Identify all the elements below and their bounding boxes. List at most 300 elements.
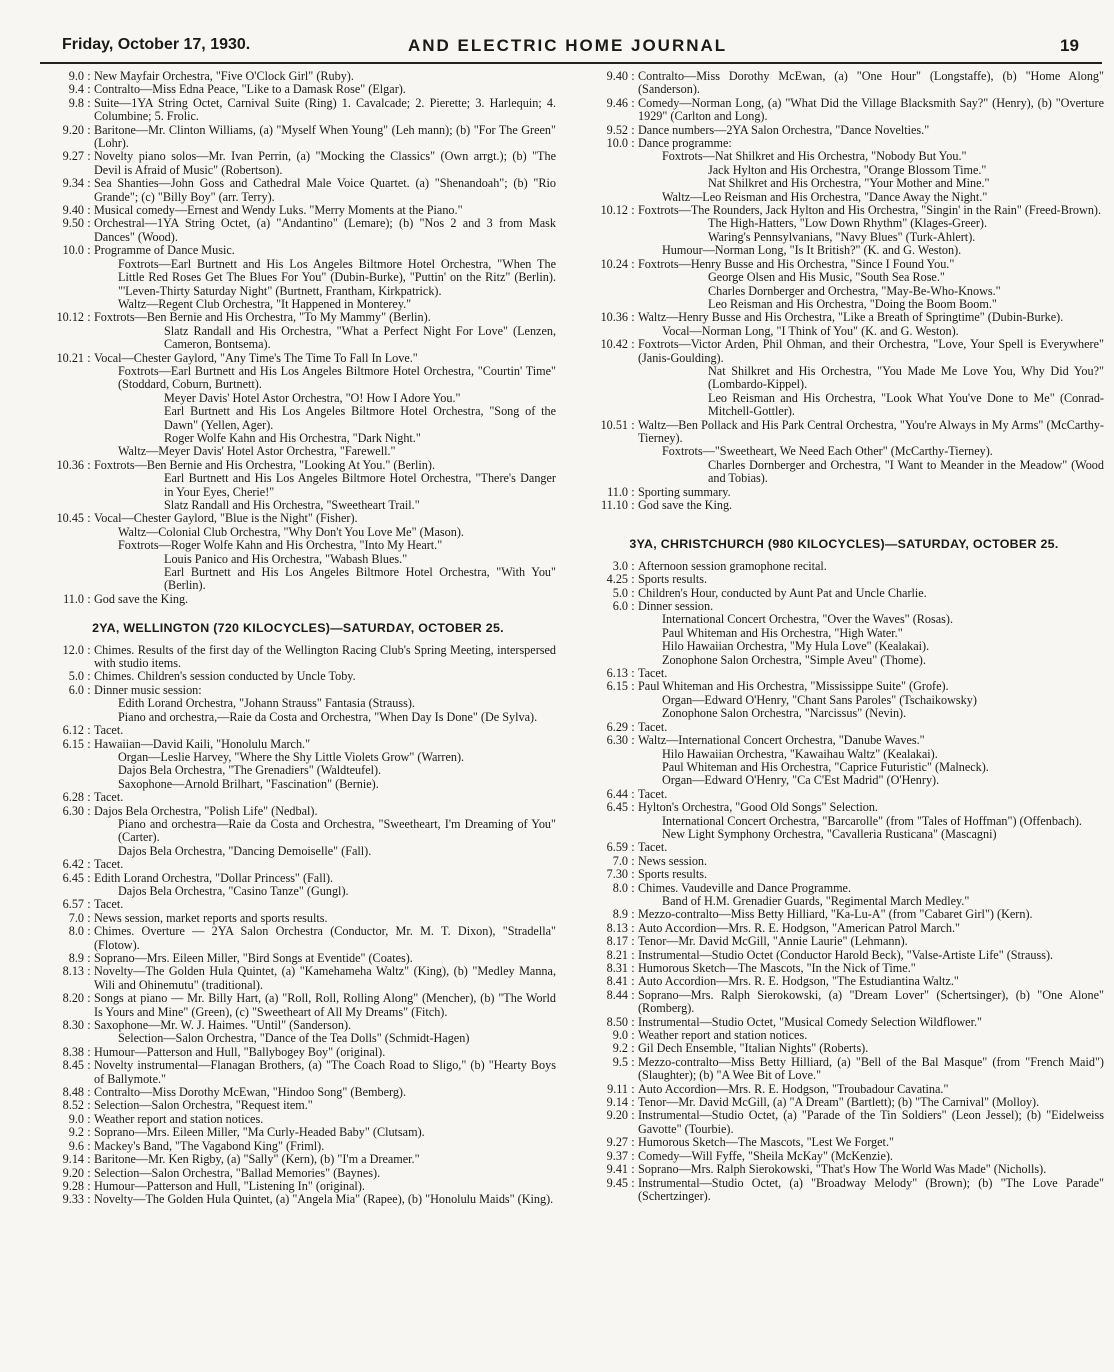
- entry-text: Organ—Edward O'Henry, "Chant Sans Paroles" (Tschaikowsky): [662, 692, 977, 707]
- entry-text: Saxophone—Arnold Brilhart, "Fascination" (Bernie).: [118, 776, 379, 791]
- entry-text: Dinner session.: [638, 599, 714, 614]
- right-column: [584, 70, 1104, 1203]
- entry-time: 7.0: [68, 910, 84, 925]
- entry-colon: :: [87, 1085, 91, 1100]
- entry-text: Instrumental—Studio Octet, (a) "Broadway Melody" (Brown); (b) "The Love Parade" (Schertzinger).: [638, 1175, 1104, 1203]
- entry-time: 8.17: [606, 934, 628, 949]
- entry-colon: :: [87, 682, 91, 697]
- entry-colon: :: [87, 69, 91, 83]
- entry-text: Foxtrots—Earl Burtnett and His Los Angeles Biltmore Hotel Orchestra, "Courtin' Time" (Stoddard, Coburn, Burtnett).: [118, 363, 556, 392]
- programme-entry: [584, 1163, 1104, 1176]
- entry-colon: :: [631, 880, 635, 895]
- entry-time: 9.20: [62, 122, 84, 137]
- entry-colon: :: [631, 1108, 635, 1123]
- programme-entry: [584, 667, 1104, 680]
- entry-time: 8.38: [62, 1044, 84, 1059]
- entry-text: Waltz—Leo Reisman and His Orchestra, "Dance Away the Night.": [662, 189, 988, 204]
- programme-entry: [584, 600, 1104, 613]
- entry-text: Weather report and station notices.: [94, 1111, 264, 1126]
- entry-text: Foxtrots—Victor Arden, Phil Ohman, and their Orchestra, "Love, Your Spell is Everywhere" (Janis-Goulding).: [638, 337, 1104, 365]
- entry-colon: :: [631, 947, 635, 962]
- entry-colon: :: [631, 310, 635, 325]
- entry-colon: :: [87, 1138, 91, 1153]
- entry-time: 8.48: [62, 1085, 84, 1100]
- entry-text: Soprano—Mrs. Ralph Sierokowski, (a) "Dream Lover" (Schertsinger), (b) "One Alone" (Romberg).: [638, 987, 1104, 1016]
- entry-colon: :: [87, 310, 91, 325]
- programme-entry: [584, 882, 1104, 895]
- programme-entry: [40, 83, 556, 96]
- entry-text: Foxtrots—The Rounders, Jack Hylton and His Orchestra, "Singin' in the Rain" (Freed-Brown).: [638, 203, 1102, 218]
- entry-text: Foxtrots—Nat Shilkret and His Orchestra, "Nobody But You.": [662, 149, 967, 164]
- entry-text: Tacet.: [94, 897, 124, 912]
- programme-entry: [584, 721, 1104, 734]
- programme-entry: [40, 1059, 556, 1086]
- entry-time: 9.52: [606, 122, 628, 137]
- entry-text: Waltz—International Concert Orchestra, "Danube Waves.": [638, 733, 925, 748]
- entry-text: Leo Reisman and His Orchestra, "Doing the Boom Boom.": [708, 296, 997, 311]
- entry-time: 10.24: [600, 256, 628, 271]
- entry-colon: :: [87, 1192, 91, 1207]
- entry-time: 9.20: [606, 1108, 628, 1123]
- entry-text: Mezzo-contralto—Miss Betty Hilliard, "Ka-Lu-A" (from "Cabaret Girl") (Kern).: [638, 907, 1033, 922]
- entry-text: Tacet.: [94, 857, 124, 872]
- programme-entry: [40, 244, 556, 257]
- entry-text: Foxtrots—"Sweetheart, We Need Each Other" (McCarthy-Tierney).: [662, 444, 993, 459]
- entry-text: Children's Hour, conducted by Aunt Pat and Uncle Charlie.: [638, 585, 927, 600]
- entry-text: Paul Whiteman and His Orchestra, "Caprice Futuristic" (Malneck).: [662, 759, 989, 774]
- entry-time: 6.15: [62, 736, 84, 751]
- programme-entry: [584, 1056, 1104, 1083]
- entry-text: Comedy—Will Fyffe, "Sheila McKay" (McKenzie).: [638, 1148, 893, 1163]
- programme-entry: [40, 258, 556, 298]
- entry-time: 10.0: [62, 243, 84, 258]
- entry-text: Organ—Edward O'Henry, "Ca C'Est Madrid" (O'Henry).: [662, 773, 940, 788]
- programme-entry: [584, 137, 1104, 150]
- entry-time: 9.14: [606, 1095, 628, 1110]
- programme-entry: [40, 150, 556, 177]
- entry-text: Mackey's Band, "The Vagabond King" (Friml).: [94, 1138, 325, 1153]
- entry-colon: :: [87, 457, 91, 472]
- entry-text: Hylton's Orchestra, "Good Old Songs" Selection.: [638, 800, 878, 815]
- programme-entry: [40, 459, 556, 472]
- entry-text: Sporting summary.: [638, 484, 731, 499]
- entry-time: 9.40: [606, 69, 628, 83]
- entry-text: Tacet.: [94, 790, 124, 805]
- programme-entry: [40, 912, 556, 925]
- entry-text: Waltz—Henry Busse and His Orchestra, "Like a Breath of Springtime" (Dubin-Burke).: [638, 310, 1064, 325]
- programme-entry: [584, 1016, 1104, 1029]
- programme-entry: [584, 734, 1104, 747]
- entry-text: Selection—Salon Orchestra, "Request item.": [94, 1098, 313, 1113]
- entry-time: 8.31: [606, 961, 628, 975]
- programme-entry: [584, 895, 1104, 908]
- page-header: [62, 36, 1082, 62]
- entry-time: 8.0: [612, 880, 628, 895]
- entry-colon: :: [87, 591, 91, 606]
- entry-colon: :: [631, 1162, 635, 1177]
- header-rule: [40, 62, 1102, 64]
- programme-entry: [40, 553, 556, 566]
- entry-time: 9.0: [612, 1028, 628, 1043]
- programme-entry: [584, 640, 1104, 653]
- entry-text: Vocal—Norman Long, "I Think of You" (K. and G. Weston).: [662, 323, 959, 338]
- entry-time: 9.6: [68, 1138, 84, 1153]
- entry-text: Organ—Leslie Harvey, "Where the Shy Little Violets Grow" (Warren).: [118, 749, 465, 764]
- entry-text: Mezzo-contralto—Miss Betty Hilliard, (a) "Bell of the Bal Masque" (from "French Maid") (Slaughter); (b) "A Wee Bit of Love.": [638, 1054, 1104, 1083]
- programme-entry: [40, 1113, 556, 1126]
- entry-colon: :: [87, 1178, 91, 1193]
- entry-colon: :: [87, 1152, 91, 1167]
- entry-text: Meyer Davis' Hotel Astor Orchestra, "O! How I Adore You.": [164, 390, 461, 405]
- programme-entry: [584, 97, 1104, 124]
- programme-entry: [584, 613, 1104, 626]
- entry-text: Selection—Salon Orchestra, "Ballad Memories" (Baynes).: [94, 1165, 381, 1180]
- programme-entry: [40, 204, 556, 217]
- entry-time: 9.41: [606, 1162, 628, 1177]
- entry-time: 9.0: [68, 1111, 84, 1126]
- entry-text: Charles Dornberger and Orchestra, "I Want to Meander in the Meadow" (Wood and Tobias).: [708, 457, 1104, 486]
- entry-colon: :: [631, 599, 635, 614]
- entry-text: Zonophone Salon Orchestra, "Simple Aveu" (Thome).: [662, 652, 926, 667]
- programme-entry: [40, 724, 556, 737]
- entry-text: Earl Burtnett and His Los Angeles Biltmore Hotel Orchestra, "With You" (Berlin).: [164, 565, 556, 593]
- entry-colon: :: [631, 934, 635, 949]
- entry-text: Humour—Norman Long, "Is It British?" (K. and G. Weston).: [662, 243, 962, 258]
- entry-text: Sports results.: [638, 867, 708, 882]
- entry-colon: :: [631, 786, 635, 801]
- entry-colon: :: [631, 666, 635, 681]
- entry-text: Novelty—The Golden Hula Quintet, (a) "Angela Mia" (Rapee), (b) "Honolulu Maids" (King).: [94, 1192, 554, 1207]
- entry-text: Soprano—Mrs. Ralph Sierokowski, "That's How The World Was Made" (Nicholls).: [638, 1162, 1047, 1177]
- entry-colon: :: [87, 1018, 91, 1033]
- entry-text: Selection—Salon Orchestra, "Dance of the Tea Dolls" (Schmidt-Hagen): [118, 1031, 470, 1046]
- entry-colon: :: [631, 1028, 635, 1043]
- programme-entry: [40, 711, 556, 724]
- programme-entry: [40, 472, 556, 499]
- entry-text: Musical comedy—Ernest and Wendy Luks. "Merry Moments at the Piano.": [94, 203, 463, 218]
- entry-time: 6.29: [606, 719, 628, 734]
- entry-time: 6.15: [606, 679, 628, 694]
- entry-text: Piano and orchestra—Raie da Costa and Orchestra, "Sweetheart, I'm Dreaming of You" (Carter).: [118, 816, 556, 845]
- entry-text: Saxophone—Mr. W. J. Haimes. "Until" (Sanderson).: [94, 1018, 352, 1033]
- entry-colon: :: [87, 991, 91, 1006]
- entry-text: Edith Lorand Orchestra, "Johann Strauss" Fantasia (Strauss).: [118, 696, 415, 711]
- entry-time: 6.0: [68, 682, 84, 697]
- entry-text: The High-Hatters, "Low Down Rhythm" (Klages-Greer).: [708, 216, 988, 231]
- programme-entry: [40, 526, 556, 539]
- programme-entry: [40, 325, 556, 352]
- entry-text: Auto Accordion—Mrs. R. E. Hodgson, "Troubadour Cavatina.": [638, 1081, 949, 1096]
- entry-text: Nat Shilkret and His Orchestra, "You Made Me Love You, Why Did You?" (Lombardo-Kippel).: [708, 363, 1104, 392]
- programme-entry: [40, 965, 556, 992]
- entry-text: Tacet.: [94, 723, 124, 738]
- entry-colon: :: [87, 951, 91, 965]
- programme-entry: [40, 778, 556, 791]
- entry-text: Hilo Hawaiian Orchestra, "My Hula Love" (Kealakai).: [662, 639, 930, 654]
- programme-entry: [40, 751, 556, 764]
- entry-text: News session.: [638, 853, 708, 868]
- entry-time: 8.41: [606, 974, 628, 989]
- programme-entry: [40, 791, 556, 804]
- entry-colon: :: [631, 69, 635, 83]
- entry-text: Band of H.M. Grenadier Guards, "Regimental March Medley.": [662, 893, 970, 908]
- entry-text: Gil Dech Ensemble, "Italian Nights" (Roberts).: [638, 1041, 869, 1056]
- programme-entry: [584, 1109, 1104, 1136]
- entry-text: Dajos Bela Orchestra, "Casino Tanze" (Gungl).: [118, 883, 349, 898]
- programme-entry: [40, 1153, 556, 1166]
- programme-entry: [40, 1032, 556, 1045]
- programme-entry: [40, 764, 556, 777]
- entry-text: Chimes. Results of the first day of the Wellington Racing Club's Spring Meeting, interspersed with studio items.: [94, 642, 556, 671]
- entry-text: Paul Whiteman and His Orchestra, "Mississippe Suite" (Grofe).: [638, 679, 949, 694]
- programme-entry: [584, 949, 1104, 962]
- programme-entry: [584, 325, 1104, 338]
- programme-entry: [584, 191, 1104, 204]
- entry-colon: :: [631, 853, 635, 868]
- entry-text: Programme of Dance Music.: [94, 243, 235, 258]
- entry-time: 8.13: [62, 964, 84, 979]
- entry-text: Dance numbers—2YA Salon Orchestra, "Dance Novelties.": [638, 122, 930, 137]
- entry-text: Vocal—Chester Gaylord, "Any Time's The Time To Fall In Love.": [94, 350, 418, 365]
- entry-time: 11.0: [63, 591, 84, 606]
- programme-entry: [40, 885, 556, 898]
- entry-time: 3.0: [612, 558, 628, 573]
- programme-entry: [40, 392, 556, 405]
- programme-entry: [40, 925, 556, 952]
- programme-entry: [584, 975, 1104, 988]
- entry-colon: :: [631, 498, 635, 512]
- entry-text: Novelty instrumental—Flanagan Brothers, (a) "The Coach Road to Sligo," (b) "Hearty Boys of Ballymote.": [94, 1058, 556, 1086]
- entry-text: New Mayfair Orchestra, "Five O'Clock Girl" (Ruby).: [94, 69, 354, 83]
- entry-text: Novelty—The Golden Hula Quintet, (a) "Kamehameha Waltz" (King), (b) "Medley Manna, Wili and Ohinemutu" (traditional).: [94, 964, 556, 992]
- programme-entry: [40, 952, 556, 965]
- entry-time: 6.28: [62, 790, 84, 805]
- entry-time: 9.2: [612, 1041, 628, 1056]
- entry-colon: :: [631, 1014, 635, 1029]
- programme-entry: [40, 70, 556, 83]
- entry-time: 6.30: [606, 733, 628, 748]
- programme-entry: [584, 868, 1104, 881]
- entry-colon: :: [87, 669, 91, 684]
- entry-text: Baritone—Mr. Ken Rigby, (a) "Sally" (Kern), (b) "I'm a Dreamer.": [94, 1152, 420, 1167]
- programme-entry: [584, 217, 1104, 230]
- programme-entry: [584, 707, 1104, 720]
- entry-time: 9.4: [68, 82, 84, 97]
- entry-time: 9.46: [606, 95, 628, 110]
- entry-time: 7.0: [612, 853, 628, 868]
- entry-text: Slatz Randall and His Orchestra, "What a Perfect Night For Love" (Lenzen, Cameron, Bontsema).: [164, 323, 556, 352]
- programme-entry: [584, 855, 1104, 868]
- entry-time: 6.42: [62, 857, 84, 872]
- entry-text: Humorous Sketch—The Mascots, "In the Nick of Time.": [638, 961, 916, 975]
- section-gap: [584, 512, 1104, 522]
- programme-entry: [40, 1193, 556, 1206]
- entry-time: 8.44: [606, 987, 628, 1002]
- entry-colon: :: [631, 920, 635, 935]
- entry-text: International Concert Orchestra, "Barcarolle" (from "Tales of Hoffman") (Offenbach).: [662, 813, 1082, 828]
- entry-text: Tacet.: [638, 840, 668, 855]
- programme-entry: [584, 124, 1104, 137]
- entry-colon: :: [87, 803, 91, 818]
- entry-text: Waltz—Regent Club Orchestra, "It Happened in Monterey.": [118, 296, 412, 311]
- programme-entry: [40, 1140, 556, 1153]
- entry-colon: :: [631, 1041, 635, 1056]
- entry-time: 8.13: [606, 920, 628, 935]
- programme-entry: [40, 539, 556, 552]
- entry-time: 9.14: [62, 1152, 84, 1167]
- entry-colon: :: [631, 733, 635, 748]
- entry-time: 8.30: [62, 1018, 84, 1033]
- programme-entry: [40, 684, 556, 697]
- entry-text: Tenor—Mr. David McGill, (a) "A Dream" (Bartlett); (b) "The Carnival" (Molloy).: [638, 1095, 1040, 1110]
- programme-entry: [40, 97, 556, 124]
- programme-entry: [584, 1083, 1104, 1096]
- entry-colon: :: [631, 136, 635, 151]
- entry-colon: :: [87, 1165, 91, 1180]
- entry-text: Edith Lorand Orchestra, "Dollar Princess" (Fall).: [94, 870, 334, 885]
- entry-text: Earl Burtnett and His Los Angeles Biltmore Hotel Orchestra, "Song of the Dawn" (Yellen, Ager).: [164, 404, 556, 432]
- entry-colon: :: [87, 95, 91, 110]
- programme-entry: [584, 560, 1104, 573]
- entry-text: Instrumental—Studio Octet, (a) "Parade of the Tin Soldiers" (Leon Jessel); (b) "Eidelweiss Gavotte" (Tourbie).: [638, 1108, 1104, 1136]
- entry-text: International Concert Orchestra, "Over the Waves" (Rosas).: [662, 612, 953, 627]
- entry-colon: :: [87, 149, 91, 164]
- entry-text: Baritone—Mr. Clinton Williams, (a) "Myself When Young" (Leh mann); (b) "For The Green" (Lohr).: [94, 122, 556, 151]
- entry-text: Chimes. Children's session conducted by Uncle Toby.: [94, 669, 356, 684]
- entry-text: God save the King.: [638, 498, 733, 512]
- programme-entry: [584, 298, 1104, 311]
- entry-time: 5.0: [68, 669, 84, 684]
- entry-time: 8.20: [62, 991, 84, 1006]
- entry-time: 5.0: [612, 585, 628, 600]
- station-heading-3ya: 3YA, CHRISTCHURCH (980 KILOCYCLES)—SATURDAY, OCTOBER 25.: [629, 537, 1059, 552]
- entry-time: 6.30: [62, 803, 84, 818]
- programme-entry: [584, 311, 1104, 324]
- programme-entry: [584, 908, 1104, 921]
- entry-colon: :: [87, 723, 91, 738]
- programme-entry: [584, 419, 1104, 446]
- entry-time: 9.27: [62, 149, 84, 164]
- programme-entry: [584, 499, 1104, 512]
- entry-time: 10.36: [56, 457, 84, 472]
- entry-colon: :: [631, 95, 635, 110]
- entry-text: Charles Dornberger and Orchestra, "May-Be-Who-Knows.": [708, 283, 1001, 298]
- programme-entry: [584, 365, 1104, 392]
- entry-text: Orchestral—1YA String Octet, (a) "Andantino" (Lemare); (b) "Nos 2 and 3 from Mask Dances" (Wood).: [94, 216, 556, 244]
- entry-colon: :: [87, 350, 91, 365]
- programme-entry: [584, 1150, 1104, 1163]
- programme-entry: [584, 935, 1104, 948]
- entry-time: 10.12: [56, 310, 84, 325]
- entry-text: Dajos Bela Orchestra, "The Grenadiers" (Waldteufel).: [118, 763, 382, 778]
- entry-colon: :: [631, 1081, 635, 1096]
- programme-entry: [584, 761, 1104, 774]
- entry-time: 8.9: [612, 907, 628, 922]
- entry-colon: :: [631, 484, 635, 499]
- entry-text: Dinner music session:: [94, 682, 202, 697]
- entry-time: 9.2: [68, 1125, 84, 1140]
- entry-colon: :: [631, 572, 635, 587]
- entry-text: George Olsen and His Music, "South Sea Rose.": [708, 270, 945, 285]
- entry-time: 9.45: [606, 1175, 628, 1190]
- entry-text: Soprano—Mrs. Eileen Miller, "Bird Songs at Eventide" (Coates).: [94, 951, 413, 965]
- entry-colon: :: [87, 511, 91, 526]
- programme-entry: [40, 512, 556, 525]
- entry-text: Tacet.: [638, 719, 668, 734]
- programme-entry: [584, 338, 1104, 365]
- entry-colon: :: [87, 1098, 91, 1113]
- entry-time: 10.21: [56, 350, 84, 365]
- entry-time: 11.10: [601, 498, 628, 512]
- entry-time: 6.59: [606, 840, 628, 855]
- entry-colon: :: [87, 642, 91, 657]
- entry-text: Dajos Bela Orchestra, "Polish Life" (Nedbal).: [94, 803, 318, 818]
- entry-colon: :: [87, 1058, 91, 1073]
- entry-colon: :: [631, 840, 635, 855]
- entry-text: Waltz—Ben Pollack and His Park Central Orchestra, "You're Always in My Arms" (McCarthy-Tierney).: [638, 417, 1104, 445]
- programme-entry: [40, 405, 556, 432]
- programme-entry: [584, 1029, 1104, 1042]
- entry-text: Waltz—Meyer Davis' Hotel Astor Orchestra, "Farewell.": [118, 444, 396, 459]
- entry-text: Auto Accordion—Mrs. R. E. Hodgson, "American Patrol March.": [638, 920, 961, 935]
- entry-time: 8.21: [606, 947, 628, 962]
- entry-text: Comedy—Norman Long, (a) "What Did the Village Blacksmith Say?" (Henry), (b) "Overture 1929" (Carlton and Long).: [638, 95, 1104, 124]
- programme-entry: [40, 1086, 556, 1099]
- entry-colon: :: [87, 216, 91, 231]
- entry-time: 9.0: [68, 69, 84, 83]
- entry-time: 11.0: [607, 484, 628, 499]
- entry-text: Waltz—Colonial Club Orchestra, "Why Don't You Love Me" (Mason).: [118, 524, 464, 539]
- entry-colon: :: [631, 1175, 635, 1190]
- entry-colon: :: [87, 1111, 91, 1126]
- programme-entry: [584, 748, 1104, 761]
- entry-colon: :: [631, 961, 635, 975]
- programme-entry: [40, 805, 556, 818]
- programme-entry: [40, 644, 556, 671]
- entry-text: Jack Hylton and His Orchestra, "Orange Blossom Time.": [708, 162, 987, 177]
- programme-list: [584, 560, 1104, 1204]
- entry-text: Slatz Randall and His Orchestra, "Sweetheart Trail.": [164, 498, 420, 512]
- entry-text: Chimes. Overture — 2YA Salon Orchestra (Conductor, Mr. M. T. Dixon), "Stradella" (Flotow).: [94, 924, 556, 952]
- entry-colon: :: [87, 176, 91, 191]
- entry-colon: :: [631, 907, 635, 922]
- programme-entry: [584, 1096, 1104, 1109]
- programme-entry: [584, 150, 1104, 163]
- entry-time: 9.20: [62, 1165, 84, 1180]
- programme-entry: [584, 1136, 1104, 1149]
- programme-entry: [584, 587, 1104, 600]
- programme-entry: [584, 694, 1104, 707]
- header-date: Friday, October 17, 1930.: [62, 36, 251, 53]
- programme-entry: [40, 593, 556, 606]
- programme-entry: [40, 818, 556, 845]
- entry-text: Foxtrots—Henry Busse and His Orchestra, "Since I Found You.": [638, 256, 955, 271]
- entry-text: Tenor—Mr. David McGill, "Annie Laurie" (Lehmann).: [638, 934, 908, 949]
- entry-text: Foxtrots—Ben Bernie and His Orchestra, "Looking At You." (Berlin).: [94, 457, 436, 472]
- entry-colon: :: [631, 1148, 635, 1163]
- programme-entry: [40, 1180, 556, 1193]
- entry-colon: :: [87, 243, 91, 258]
- programme-entry: [40, 845, 556, 858]
- programme-entry: [40, 738, 556, 751]
- programme-entry: [584, 204, 1104, 217]
- entry-colon: :: [87, 897, 91, 912]
- entry-text: Humorous Sketch—The Mascots, "Lest We Forget.": [638, 1135, 894, 1150]
- entry-time: 10.0: [606, 136, 628, 151]
- programme-entry: [584, 392, 1104, 419]
- entry-time: 9.33: [62, 1192, 84, 1207]
- programme-entry: [584, 815, 1104, 828]
